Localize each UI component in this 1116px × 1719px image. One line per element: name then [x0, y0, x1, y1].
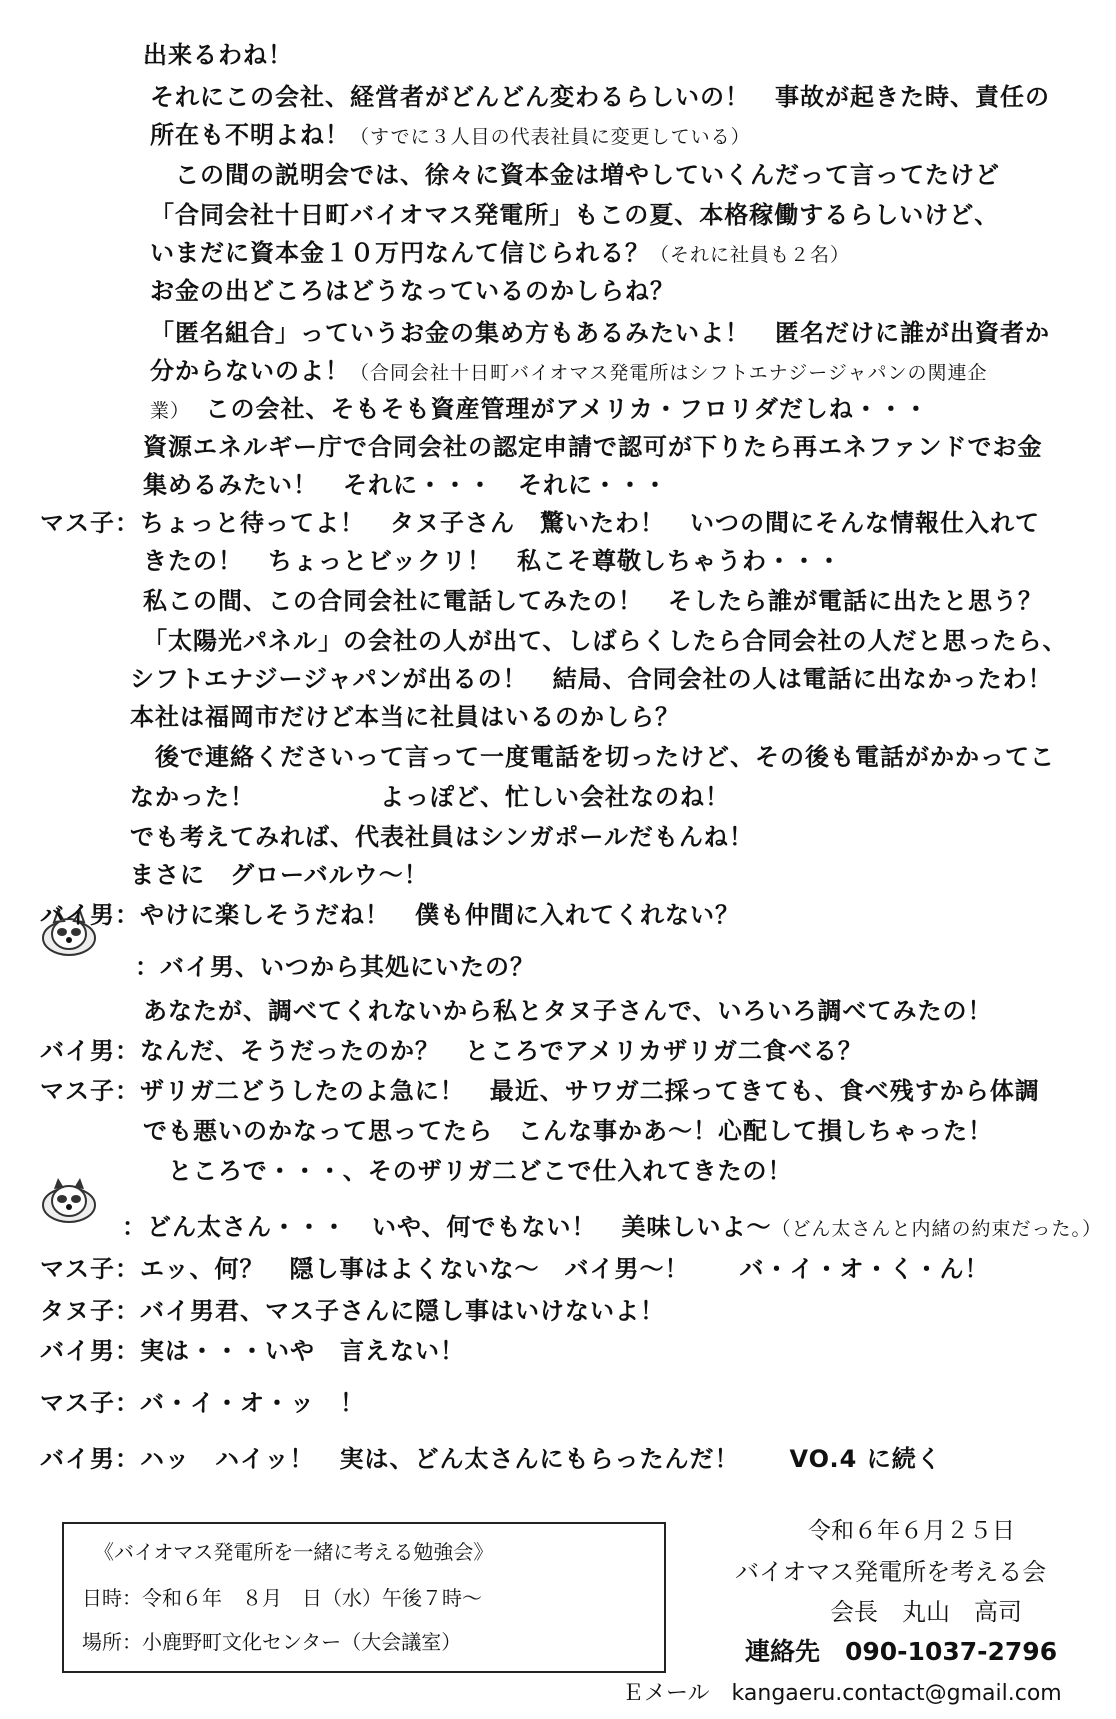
aside-note: （それに社員も２名）	[650, 244, 851, 266]
speaker-label: バイ男：	[40, 1445, 140, 1473]
dialogue-line: シフトエナジージャパンが出るの！ 結局、合同会社の人は電話に出なかったわ！	[130, 665, 1053, 693]
dialogue-line: 分からないのよ！（合同会社十日町バイオマス発電所はシフトエナジージャパンの関連企	[150, 357, 988, 385]
dialogue-line: それにこの会社、経営者がどんどん変わるらしいの！ 事故が起きた時、責任の	[150, 83, 1050, 111]
dialogue-line: 「太陽光パネル」の会社の人が出て、しばらくしたら合同会社の人だと思ったら、	[143, 627, 1068, 655]
dialogue-line: バイ男：なんだ、そうだったのか？ ところでアメリカザリガ二食べる？	[40, 1037, 863, 1065]
speaker-label: マス子：	[40, 509, 140, 537]
dialogue-line: マス子：バ・イ・オ・ッ ！	[40, 1389, 365, 1417]
dialogue-line: 資源エネルギー庁で合同会社の認定申請で認可が下りたら再エネファンドでお金	[143, 433, 1043, 461]
aside-note: （どん太さんと内緒の約束だった。）	[771, 1218, 1103, 1240]
dialogue-line: 私この間、この合同会社に電話してみたの！ そしたら誰が電話に出たと思う？	[143, 587, 1043, 615]
speaker-label: バイ男：	[40, 1337, 140, 1365]
dialogue-line: マス子：ちょっと待ってよ！ タヌ子さん 驚いたわ！ いつの間にそんな情報仕入れて	[40, 509, 1040, 537]
event-datetime: 日時：令和６年 ８月 日（水）午後７時～	[82, 1586, 482, 1610]
dialogue-line: 出来るわね！	[143, 41, 293, 69]
contact-email[interactable]: Ｅメール kangaeru.contact@gmail.com	[622, 1681, 1062, 1706]
contact-phone: 連絡先 090-1037-2796	[745, 1637, 1058, 1666]
dialogue-line: 本社は福岡市だけど本当に社員はいるのかしら？	[130, 703, 680, 731]
dialogue-line: バイ男：ハッ ハイッ！ 実は、どん太さんにもらったんだ！ VO.4 に続く	[40, 1445, 942, 1473]
issue-date: 令和６年６月２５日	[808, 1518, 1015, 1544]
organization-name: バイオマス発電所を考える会	[735, 1558, 1047, 1586]
dialogue-line: 所在も不明よね！（すでに３人目の代表社員に変更している）	[150, 121, 751, 149]
dialogue-line: 業） この会社、そもそも資産管理がアメリカ・フロリダだしね・・・	[150, 395, 929, 423]
dialogue-line: 「匿名組合」っていうお金の集め方もあるみたいよ！ 匿名だけに誰が出資者か	[150, 319, 1050, 347]
dialogue-line: まさに グローバルウ～！	[130, 861, 429, 889]
dialogue-line: ところで・・・、そのザリガ二どこで仕入れてきたの！	[143, 1157, 793, 1185]
dialogue-line: いまだに資本金１０万円なんて信じられる？（それに社員も２名）	[150, 239, 851, 267]
aside-note: （合同会社十日町バイオマス発電所はシフトエナジージャパンの関連企	[350, 362, 988, 384]
speaker-label: マス子：	[40, 1077, 140, 1105]
event-title: 《バイオマス発電所を一緒に考える勉強会》	[94, 1540, 494, 1564]
speaker-label: マス子：	[40, 1389, 140, 1417]
speaker-label: マス子：	[40, 1255, 140, 1283]
dialogue-line: なかった！ よっぽど、忙しい会社なのね！	[130, 783, 730, 811]
dialogue-line: きたの！ ちょっとビックリ！ 私こそ尊敬しちゃうわ・・・	[143, 547, 843, 575]
dialogue-line: バイ男：実は・・・いや 言えない！	[40, 1337, 465, 1365]
dialogue-line: 後で連絡くださいって言って一度電話を切ったけど、その後も電話がかかってこ	[130, 743, 1055, 771]
dialogue-line: マス子：ザリガ二どうしたのよ急に！ 最近、サワガ二採ってきても、食べ残すから体調	[40, 1077, 1040, 1105]
dialogue-line: ：どん太さん・・・ いや、何でもない！ 美味しいよ～（どん太さんと内緒の約束だった。）	[122, 1213, 1103, 1241]
dialogue-line: バイ男：やけに楽しそうだね！ 僕も仲間に入れてくれない？	[40, 901, 740, 929]
dialogue-line: タヌ子：バイ男君、マス子さんに隠し事はいけないよ！	[40, 1297, 665, 1325]
chair-name: 会長 丸山 高司	[830, 1598, 1022, 1626]
dialogue-line: 集めるみたい！ それに・・・ それに・・・	[143, 471, 668, 499]
dialogue-line: 「合同会社十日町バイオマス発電所」もこの夏、本格稼働するらしいけど、	[150, 201, 1000, 229]
speaker-label: タヌ子：	[40, 1297, 140, 1325]
event-place: 場所：小鹿野町文化センター（大会議室）	[82, 1630, 462, 1654]
dialogue-line: でも悪いのかなって思ってたら こんな事かあ～！心配して損しちゃった！	[143, 1117, 993, 1145]
dialogue-line: でも考えてみれば、代表社員はシンガポールだもんね！	[130, 823, 754, 851]
dialogue-line: この間の説明会では、徐々に資本金は増やしていくんだって言ってたけど	[150, 161, 1000, 189]
aside-note: （すでに３人目の代表社員に変更している）	[350, 126, 751, 148]
speaker-label: バイ男：	[40, 1037, 140, 1065]
dialogue-line: あなたが、調べてくれないから私とタヌ子さんで、いろいろ調べてみたの！	[143, 997, 993, 1025]
raccoon-face-icon	[40, 1175, 98, 1225]
dialogue-line: マス子：エッ、何？ 隠し事はよくないな～ バイ男～！ バ・イ・オ・く・ん！	[40, 1255, 990, 1283]
dialogue-line: ：バイ男、いつから其処にいたの？	[135, 953, 535, 981]
speaker-label: バイ男：	[40, 901, 140, 929]
dialogue-line: お金の出どころはどうなっているのかしらね？	[150, 277, 675, 305]
event-info-box	[62, 1522, 666, 1673]
